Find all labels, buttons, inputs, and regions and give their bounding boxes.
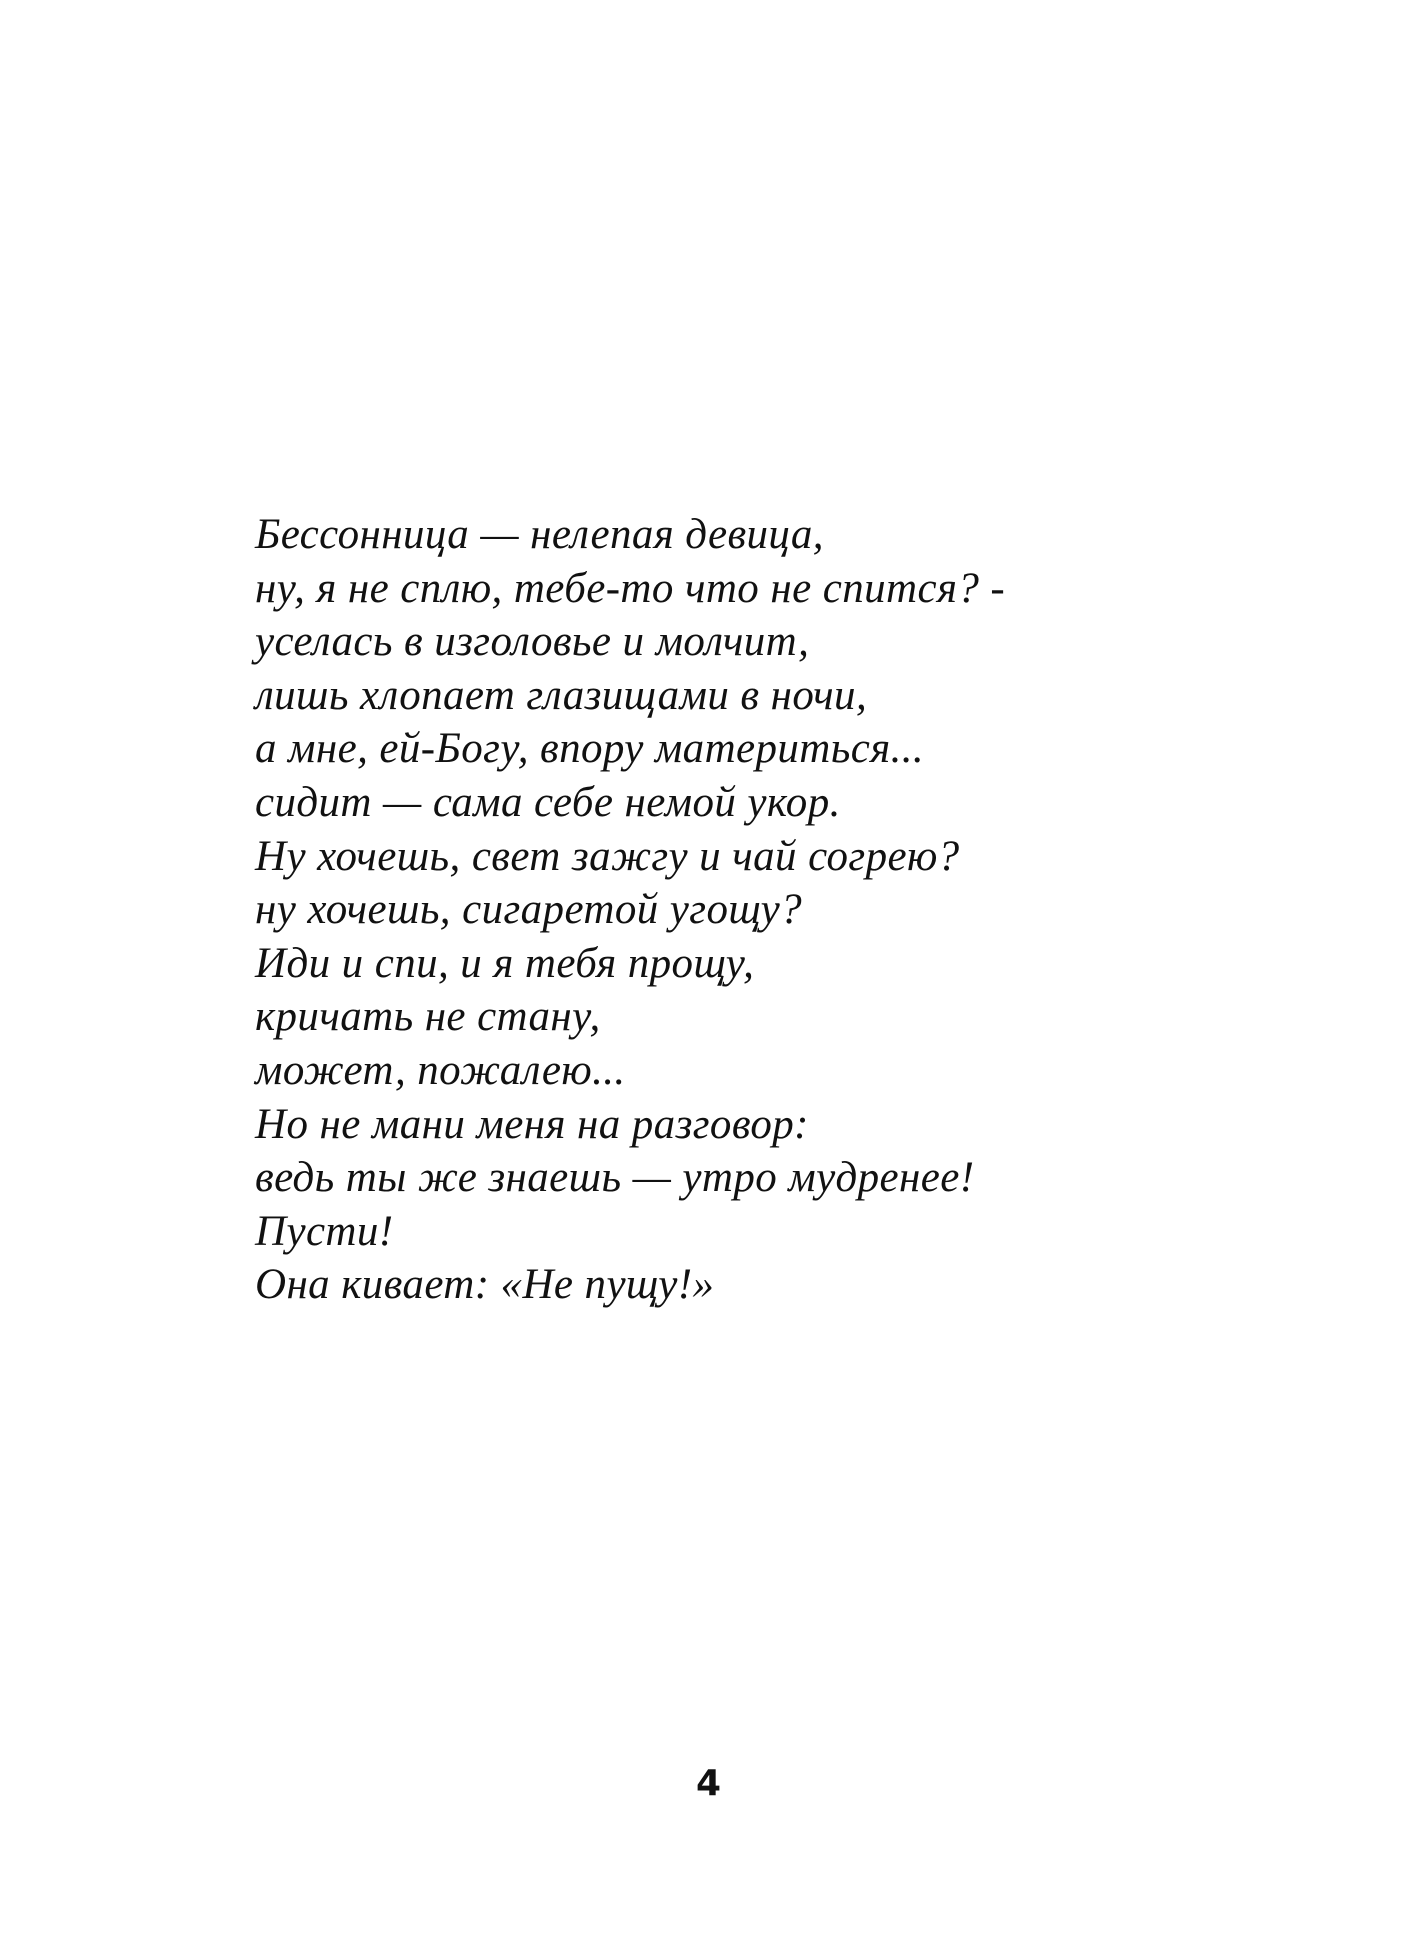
poem-line: сидит — сама себе немой укор.: [255, 778, 841, 826]
poem-line: Но не мани меня на разговор:: [255, 1100, 809, 1148]
page-number: 4: [695, 1763, 722, 1804]
poem-line: Она кивает: «Не пущу!»: [255, 1261, 715, 1309]
poem-line: ну хочешь, сигаретой угощу?: [255, 886, 803, 934]
poem-line: Ну хочешь, свет зажгу и чай согрею?: [255, 832, 960, 880]
poem-line: уселась в изголовье и молчит,: [255, 618, 810, 666]
poem-line: Бессонница — нелепая девица,: [255, 511, 824, 558]
poem-line: кричать не стану,: [255, 993, 601, 1041]
poem-line: может, пожалею...: [255, 1046, 626, 1094]
poem-line: ну, я не сплю, тебе-то что не спится? -: [255, 564, 1006, 612]
poem-line: а мне, ей-Богу, впору материться...: [255, 725, 925, 773]
poem: [255, 508, 1255, 1312]
poem-line: Иди и спи, и я тебя прощу,: [255, 939, 755, 987]
poem-line: лишь хлопает глазищами в ночи,: [255, 671, 868, 719]
poem-line: Пусти!: [255, 1207, 394, 1255]
poem-line: ведь ты же знаешь — утро мудренее!: [255, 1154, 975, 1202]
